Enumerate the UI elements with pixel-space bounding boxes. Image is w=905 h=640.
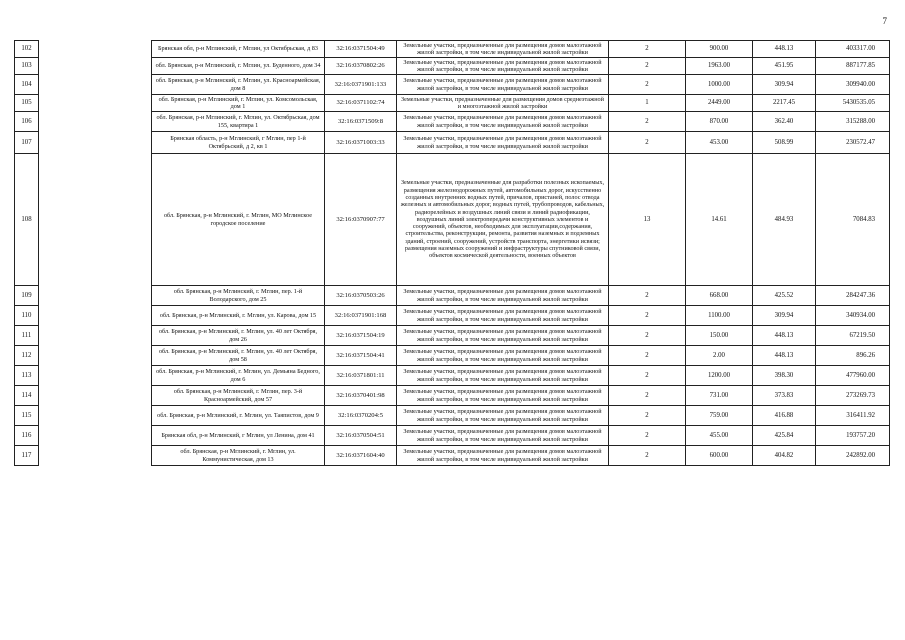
specific-value-cell: 309.94 (753, 75, 816, 95)
cadastral-value-cell: 403317.00 (816, 41, 890, 58)
table-row (152, 286, 890, 306)
row-number-column (14, 40, 39, 466)
permitted-use-cell: Земельные участки, предназначенные для размещения домов малоэтажной жилой застройки, в том числе индивидуальной жилой застройки (397, 366, 609, 386)
group-number-cell: 2 (609, 58, 686, 75)
specific-value-cell: 451.95 (753, 58, 816, 75)
row-number-row (15, 406, 39, 426)
page-number: 7 (882, 16, 887, 26)
specific-value-cell: 484.93 (753, 154, 816, 286)
row-number-row (15, 426, 39, 446)
permitted-use-cell: Земельные участки, предназначенные для размещения домов малоэтажной жилой застройки, в том числе индивидуальной жилой застройки (397, 386, 609, 406)
cadastral-number-cell: 32:16:0371102:74 (325, 95, 397, 112)
row-number: 114 (15, 386, 39, 406)
land-plots-table (151, 40, 890, 466)
address-cell: обл. Брянская, р-н Мглинский, г. Мглин, ул. Таяпистов, дом 9 (152, 406, 325, 426)
address-cell: обл. Брянская, р-н Мглинский, г. Мглин, ул. Красноармейская, дом 8 (152, 75, 325, 95)
table-row (152, 41, 890, 58)
table-row (152, 75, 890, 95)
address-cell: Брянская обл, р-н Мглинский, г Мглин, ул Октябрьская, д 83 (152, 41, 325, 58)
specific-value-cell: 416.88 (753, 406, 816, 426)
cadastral-value-cell: 309940.00 (816, 75, 890, 95)
cadastral-number-cell: 32:16:0370401:98 (325, 386, 397, 406)
cadastral-value-cell: 193757.20 (816, 426, 890, 446)
cadastral-number-cell: 32:16:0371504:41 (325, 346, 397, 366)
address-cell: обл. Брянская, р-н Мглинский, г. Мглин, ул. Буденного, дом 34 (152, 58, 325, 75)
row-number: 109 (15, 286, 39, 306)
row-number-row (15, 346, 39, 366)
specific-value-cell: 398.30 (753, 366, 816, 386)
specific-value-cell: 448.13 (753, 326, 816, 346)
permitted-use-cell: Земельные участки, предназначенные для размещения домов малоэтажной жилой застройки, в том числе индивидуальной жилой застройки (397, 286, 609, 306)
table-row (152, 154, 890, 286)
area-cell: 1200.00 (686, 366, 753, 386)
row-number-row (15, 154, 39, 286)
cadastral-value-cell: 316411.92 (816, 406, 890, 426)
row-number-row (15, 446, 39, 466)
cadastral-number-cell: 32:16:0371504:19 (325, 326, 397, 346)
row-number: 102 (15, 41, 39, 58)
permitted-use-cell: Земельные участки, предназначенные для размещения домов малоэтажной жилой застройки, в том числе индивидуальной жилой застройки (397, 41, 609, 58)
row-number-row (15, 326, 39, 346)
group-number-cell: 2 (609, 386, 686, 406)
cadastral-value-cell: 273269.73 (816, 386, 890, 406)
area-cell: 2.00 (686, 346, 753, 366)
cadastral-number-cell: 32:16:0371901:133 (325, 75, 397, 95)
row-number: 113 (15, 366, 39, 386)
row-number: 107 (15, 132, 39, 154)
area-cell: 455.00 (686, 426, 753, 446)
cadastral-number-cell: 32:16:0371901:168 (325, 306, 397, 326)
specific-value-cell: 373.83 (753, 386, 816, 406)
permitted-use-cell: Земельные участки, предназначенные для размещения домов малоэтажной жилой застройки, в том числе индивидуальной жилой застройки (397, 132, 609, 154)
specific-value-cell: 448.13 (753, 41, 816, 58)
group-number-cell: 1 (609, 95, 686, 112)
area-cell: 1000.00 (686, 75, 753, 95)
table-row (152, 386, 890, 406)
area-cell: 2449.00 (686, 95, 753, 112)
area-cell: 759.00 (686, 406, 753, 426)
row-number-row (15, 112, 39, 132)
specific-value-cell: 508.99 (753, 132, 816, 154)
table-row (152, 346, 890, 366)
area-cell: 14.61 (686, 154, 753, 286)
row-number: 105 (15, 95, 39, 112)
cadastral-value-cell: 896.26 (816, 346, 890, 366)
specific-value-cell: 425.84 (753, 426, 816, 446)
address-cell: Брянская область, р-н Мглинский, г Мглин, пер 1-й Октябрьский, д 2, кв 1 (152, 132, 325, 154)
address-cell: обл. Брянская, р-н Мглинский, г. Мглин, ул. Демьяна Бедного, дом 6 (152, 366, 325, 386)
table-row (152, 306, 890, 326)
row-number: 117 (15, 446, 39, 466)
group-number-cell: 2 (609, 41, 686, 58)
row-number: 116 (15, 426, 39, 446)
area-cell: 731.00 (686, 386, 753, 406)
specific-value-cell: 362.40 (753, 112, 816, 132)
permitted-use-cell: Земельные участки, предназначенные для размещения домов малоэтажной жилой застройки, в том числе индивидуальной жилой застройки (397, 346, 609, 366)
table-row (152, 406, 890, 426)
cadastral-number-cell: 32:16:0371504:49 (325, 41, 397, 58)
cadastral-number-cell: 32:16:0370504:51 (325, 426, 397, 446)
cadastral-value-cell: 284247.36 (816, 286, 890, 306)
cadastral-value-cell: 887177.85 (816, 58, 890, 75)
table-row (152, 95, 890, 112)
permitted-use-cell: Земельные участки, предназначенные для размещения домов малоэтажной жилой застройки, в том числе индивидуальной жилой застройки (397, 58, 609, 75)
area-cell: 1100.00 (686, 306, 753, 326)
row-number-row (15, 41, 39, 58)
group-number-cell: 2 (609, 112, 686, 132)
address-cell: Брянская обл, р-н Мглинский, г Мглин, ул Ленина, дом 41 (152, 426, 325, 446)
area-cell: 453.00 (686, 132, 753, 154)
cadastral-value-cell: 340934.00 (816, 306, 890, 326)
address-cell: обл. Брянская, р-н Мглинский, г. Мглин, пер. 1-й Володарского, дом 25 (152, 286, 325, 306)
area-cell: 668.00 (686, 286, 753, 306)
row-number: 110 (15, 306, 39, 326)
row-number-row (15, 132, 39, 154)
row-number: 111 (15, 326, 39, 346)
specific-value-cell: 448.13 (753, 346, 816, 366)
area-cell: 900.00 (686, 41, 753, 58)
group-number-cell: 2 (609, 326, 686, 346)
table-row (152, 426, 890, 446)
cadastral-value-cell: 7084.83 (816, 154, 890, 286)
table-row (152, 366, 890, 386)
table-row (152, 112, 890, 132)
row-number-row (15, 95, 39, 112)
row-number: 106 (15, 112, 39, 132)
table-row (152, 132, 890, 154)
permitted-use-cell: Земельные участки, предназначенные для размещения домов малоэтажной жилой застройки, в том числе индивидуальной жилой застройки (397, 446, 609, 466)
address-cell: обл. Брянская, р-н Мглинский, г. Мглин, МО Мглинское городское поселение (152, 154, 325, 286)
cadastral-number-cell: 32:16:0371003:33 (325, 132, 397, 154)
cadastral-value-cell: 230572.47 (816, 132, 890, 154)
address-cell: обл. Брянская, р-н Мглинский, г. Мглин, ул. 40 лет Октября, дом 26 (152, 326, 325, 346)
group-number-cell: 2 (609, 446, 686, 466)
cadastral-value-cell: 67219.50 (816, 326, 890, 346)
permitted-use-cell: Земельные участки, предназначенные для разработки полезных ископаемых, размещения железнодорожных путей, автомобильных дорог, искусственно созданных внутренних водных путей, причалов, пристаней, полос отвода железных и автомобильных дорог, водных путей, трубопроводов, кабельных, радиорелейных и воздушных линий связи и линий радиофикации, воздушных линий электропередачи конструктивных элементов и сооружений, объектов, необходимых для эксплуатации,содержания, строительства, реконструкции, ремонта, развития наземных и подземных зданий, строений, сооружений, устройств транспорта, энергетики исвязи; размещения наземных сооружений и инфраструктуры спутниковой связи, объектов космической деятельности, военных объектов (397, 154, 609, 286)
row-number: 115 (15, 406, 39, 426)
cadastral-number-cell: 32:16:0371801:11 (325, 366, 397, 386)
permitted-use-cell: Земельные участки, предназначенные для размещения домов малоэтажной жилой застройки, в том числе индивидуальной жилой застройки (397, 306, 609, 326)
cadastral-number-cell: 32:16:0371604:40 (325, 446, 397, 466)
group-number-cell: 13 (609, 154, 686, 286)
address-cell: обл. Брянская, р-н Мглинский, г. Мглин, ул. Комсомольская, дом 1 (152, 95, 325, 112)
address-cell: обл. Брянская, р-н Мглинский, г. Мглин, пер. 3-й Красноармейский, дом 57 (152, 386, 325, 406)
specific-value-cell: 425.52 (753, 286, 816, 306)
table-row (152, 58, 890, 75)
cadastral-number-cell: 32:16:0370802:26 (325, 58, 397, 75)
permitted-use-cell: Земельные участки, предназначенные для размещения домов малоэтажной жилой застройки, в том числе индивидуальной жилой застройки (397, 326, 609, 346)
address-cell: обл. Брянская, р-н Мглинский, г. Мглин, ул. Коммунистическая, дом 13 (152, 446, 325, 466)
permitted-use-cell: Земельные участки, предназначенные для размещения домов малоэтажной жилой застройки, в том числе индивидуальной жилой застройки (397, 406, 609, 426)
cadastral-number-cell: 32:16:0370907:77 (325, 154, 397, 286)
row-number-row (15, 286, 39, 306)
address-cell: обл. Брянская, р-н Мглинский, г. Мглин, ул. Октябрьская, дом 155, квартира 1 (152, 112, 325, 132)
table-row (152, 446, 890, 466)
row-number-row (15, 58, 39, 75)
area-cell: 150.00 (686, 326, 753, 346)
group-number-cell: 2 (609, 306, 686, 326)
group-number-cell: 2 (609, 346, 686, 366)
cadastral-number-cell: 32:16:0370204:5 (325, 406, 397, 426)
cadastral-value-cell: 315288.00 (816, 112, 890, 132)
row-number: 108 (15, 154, 39, 286)
specific-value-cell: 2217.45 (753, 95, 816, 112)
area-cell: 870.00 (686, 112, 753, 132)
group-number-cell: 2 (609, 132, 686, 154)
cadastral-number-cell: 32:16:0371509:8 (325, 112, 397, 132)
cadastral-value-cell: 242892.00 (816, 446, 890, 466)
row-number: 104 (15, 75, 39, 95)
group-number-cell: 2 (609, 286, 686, 306)
row-number-row (15, 366, 39, 386)
permitted-use-cell: Земельные участки, предназначенные для размещения домов малоэтажной жилой застройки, в том числе индивидуальной жилой застройки (397, 112, 609, 132)
specific-value-cell: 309.94 (753, 306, 816, 326)
row-number: 112 (15, 346, 39, 366)
table-row (152, 326, 890, 346)
address-cell: обл. Брянская, р-н Мглинский, г. Мглин, ул. 40 лет Октября, дом 58 (152, 346, 325, 366)
specific-value-cell: 404.82 (753, 446, 816, 466)
permitted-use-cell: Земельные участки, предназначенные для размещения домов малоэтажной жилой застройки, в том числе индивидуальной жилой застройки (397, 75, 609, 95)
group-number-cell: 2 (609, 406, 686, 426)
cadastral-value-cell: 477960.00 (816, 366, 890, 386)
permitted-use-cell: Земельные участки, предназначенные для размещения домов малоэтажной жилой застройки, в том числе индивидуальной жилой застройки (397, 426, 609, 446)
group-number-cell: 2 (609, 426, 686, 446)
cadastral-number-cell: 32:16:0370503:26 (325, 286, 397, 306)
group-number-cell: 2 (609, 366, 686, 386)
permitted-use-cell: Земельные участки, предназначенные для размещения домов среднеэтажной и многоэтажной жилой застройки (397, 95, 609, 112)
row-number-row (15, 306, 39, 326)
cadastral-value-cell: 5430535.05 (816, 95, 890, 112)
row-number: 103 (15, 58, 39, 75)
row-number-row (15, 386, 39, 406)
area-cell: 1963.00 (686, 58, 753, 75)
address-cell: обл. Брянская, р-н Мглинский, г. Мглин, ул. Карова, дом 15 (152, 306, 325, 326)
row-number-row (15, 75, 39, 95)
group-number-cell: 2 (609, 75, 686, 95)
area-cell: 600.00 (686, 446, 753, 466)
